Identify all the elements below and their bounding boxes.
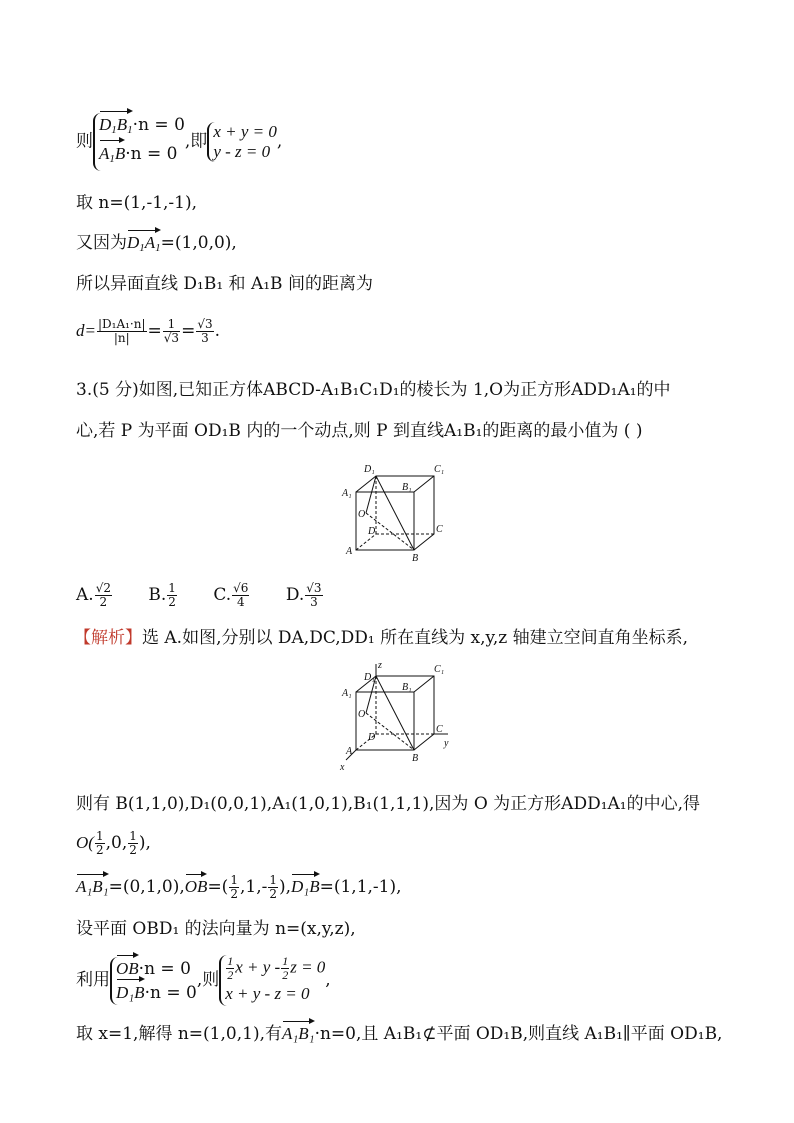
vector-d1b: D₁B <box>116 981 145 1005</box>
text: = <box>181 321 196 341</box>
denominator: 3 <box>310 595 318 609</box>
text: = <box>147 321 162 341</box>
vector-a1b1: A₁B₁ <box>281 1024 315 1043</box>
text: O( <box>76 833 94 852</box>
eq: x + y - z = 0 <box>225 984 310 1003</box>
points-line: 则有 B(1,1,0),D₁(0,0,1),A₁(1,0,1),B₁(1,1,1),因为 O 为正方形ADD₁A₁的中心,得 <box>76 794 701 814</box>
denominator: 2 <box>230 887 238 901</box>
last-line <box>76 1023 722 1045</box>
fraction <box>167 582 177 609</box>
denominator: √3 <box>163 331 180 345</box>
fraction <box>305 582 322 609</box>
label-c: C <box>436 724 443 735</box>
text: 则 <box>76 131 93 152</box>
label-b: B <box>412 753 419 764</box>
denominator: 2 <box>168 595 176 609</box>
numerator: |D₁A₁·n| <box>97 317 146 331</box>
vector-a1b: $A_1B$ <box>99 142 125 171</box>
distance-formula <box>76 318 220 345</box>
vectors-line <box>76 874 402 901</box>
eq: ·n = 0 <box>125 144 178 164</box>
solution-line <box>74 627 688 649</box>
label-b1: B₁ <box>402 682 412 693</box>
denominator: 4 <box>236 595 245 609</box>
text: =(0,1,0), <box>108 877 185 897</box>
numerator: 1 <box>282 954 289 968</box>
numerator: √6 <box>233 581 249 595</box>
label-o: O <box>358 509 366 520</box>
label-a: A <box>346 746 353 757</box>
label-d1: D₁ <box>364 464 375 475</box>
denominator: 2 <box>129 843 137 857</box>
numerator: √2 <box>95 581 111 595</box>
text: ,1,- <box>239 877 268 897</box>
text: =(1,1,-1), <box>319 877 402 897</box>
vector-a1b1: A₁B₁ <box>76 877 109 896</box>
axis-y: y <box>444 738 449 749</box>
eq: ·n = 0 <box>138 958 191 979</box>
fraction <box>128 830 138 857</box>
numerator: 1 <box>129 829 137 843</box>
text-line: 取 n=(1,-1,-1), <box>76 193 198 213</box>
fraction <box>232 582 249 609</box>
text: 又因为 <box>76 233 127 253</box>
denominator: 3 <box>201 331 209 345</box>
axis-x: x <box>340 762 345 773</box>
numerator: 1 <box>227 954 234 968</box>
equation-system <box>219 955 325 1006</box>
numerator: 1 <box>163 318 180 332</box>
options <box>76 582 324 609</box>
text: ,0, <box>105 833 128 853</box>
label-c1: C₁ <box>434 664 445 675</box>
text: =( <box>207 877 229 897</box>
eq: x + y - <box>235 957 281 977</box>
fraction <box>281 955 289 982</box>
equation-system <box>110 957 197 1005</box>
denominator: 2 <box>227 968 234 982</box>
label-d: D <box>368 732 376 743</box>
question-3-line-1: 3.(5 分)如图,已知正方体ABCD-A₁B₁C₁D₁的棱长为 1,O为正方形ADD₁A₁的中 <box>76 380 671 400</box>
denominator: 2 <box>95 843 104 857</box>
numerator: 1 <box>168 581 176 595</box>
text: 利用 <box>76 970 110 990</box>
label-d: D <box>368 526 376 537</box>
o-coordinates <box>76 830 151 857</box>
text: d= <box>76 321 96 340</box>
cube-figure-with-axes <box>338 660 458 775</box>
eq: ·n = 0 <box>132 115 185 135</box>
vector-ob: OB <box>116 957 139 981</box>
option-d: D. <box>285 585 305 605</box>
label-c: C <box>436 524 443 535</box>
fraction <box>95 830 105 857</box>
equation-system <box>207 122 277 162</box>
fraction <box>163 318 180 345</box>
text: ,则 <box>196 970 220 990</box>
fraction <box>226 955 234 982</box>
text: 取 x=1,解得 n=(1,0,1),有 <box>76 1024 282 1044</box>
denominator: 2 <box>99 595 108 609</box>
denominator: 2 <box>282 968 289 982</box>
equation-system <box>93 113 185 171</box>
text: , <box>325 970 331 990</box>
label-a1: A₁ <box>342 488 352 499</box>
option-a: A. <box>76 585 94 605</box>
eq: ·n = 0 <box>144 982 197 1003</box>
text: ,即 <box>184 131 208 152</box>
label-b: B <box>412 553 419 564</box>
numerator: √3 <box>197 317 213 331</box>
cube-figure <box>338 460 458 565</box>
denominator: |n| <box>113 331 130 345</box>
text-line: 所以异面直线 D₁B₁ 和 A₁B 间的距离为 <box>76 274 373 294</box>
use-system-line <box>76 955 331 1006</box>
text: ), <box>278 877 292 897</box>
eq: x + y = 0 <box>213 122 277 141</box>
label-d1: D₁ <box>364 672 375 683</box>
question-3-line-2: 心,若 P 为平面 OD₁B 内的一个动点,则 P 到直线A₁B₁的距离的最小值为 ( ) <box>76 421 643 441</box>
eq: y - z = 0 <box>213 142 271 161</box>
denominator: 2 <box>269 887 277 901</box>
vector-d1b1: $D_1B_1$ <box>99 113 133 142</box>
text: =(1,0,0), <box>160 233 237 253</box>
fraction <box>97 318 147 345</box>
fraction <box>268 874 278 901</box>
option-b: B. <box>148 585 167 605</box>
numerator: √3 <box>306 581 322 595</box>
numerator: 1 <box>95 829 104 843</box>
label-a: A <box>346 546 353 557</box>
text: , <box>276 131 283 152</box>
label-c1: C₁ <box>434 464 445 475</box>
fraction <box>95 582 112 609</box>
label-a1: A₁ <box>342 688 352 699</box>
system-line-1 <box>76 113 282 171</box>
text: ), <box>138 833 151 853</box>
label-b1: B₁ <box>402 482 412 493</box>
eq: z = 0 <box>290 957 326 977</box>
option-c: C. <box>213 585 232 605</box>
text-line <box>76 232 237 259</box>
numerator: 1 <box>269 873 277 887</box>
fraction <box>229 874 239 901</box>
vector-d1b: D₁B <box>291 877 320 896</box>
fraction <box>196 318 213 345</box>
text: . <box>214 321 220 341</box>
text: 选 A.如图,分别以 DA,DC,DD₁ 所在直线为 x,y,z 轴建立空间直角坐标系, <box>142 628 689 648</box>
axis-z: z <box>378 660 382 671</box>
normal-line: 设平面 OBD₁ 的法向量为 n=(x,y,z), <box>76 919 356 939</box>
label-o: O <box>358 709 366 720</box>
vector-ob: OB <box>184 877 208 896</box>
solution-tag: 【解析】 <box>74 628 142 648</box>
numerator: 1 <box>230 873 238 887</box>
vector-d1a1: $D_1A_1$ <box>127 232 161 259</box>
text: ·n=0,且 A₁B₁⊄平面 OD₁B,则直线 A₁B₁∥平面 OD₁B, <box>314 1024 723 1044</box>
